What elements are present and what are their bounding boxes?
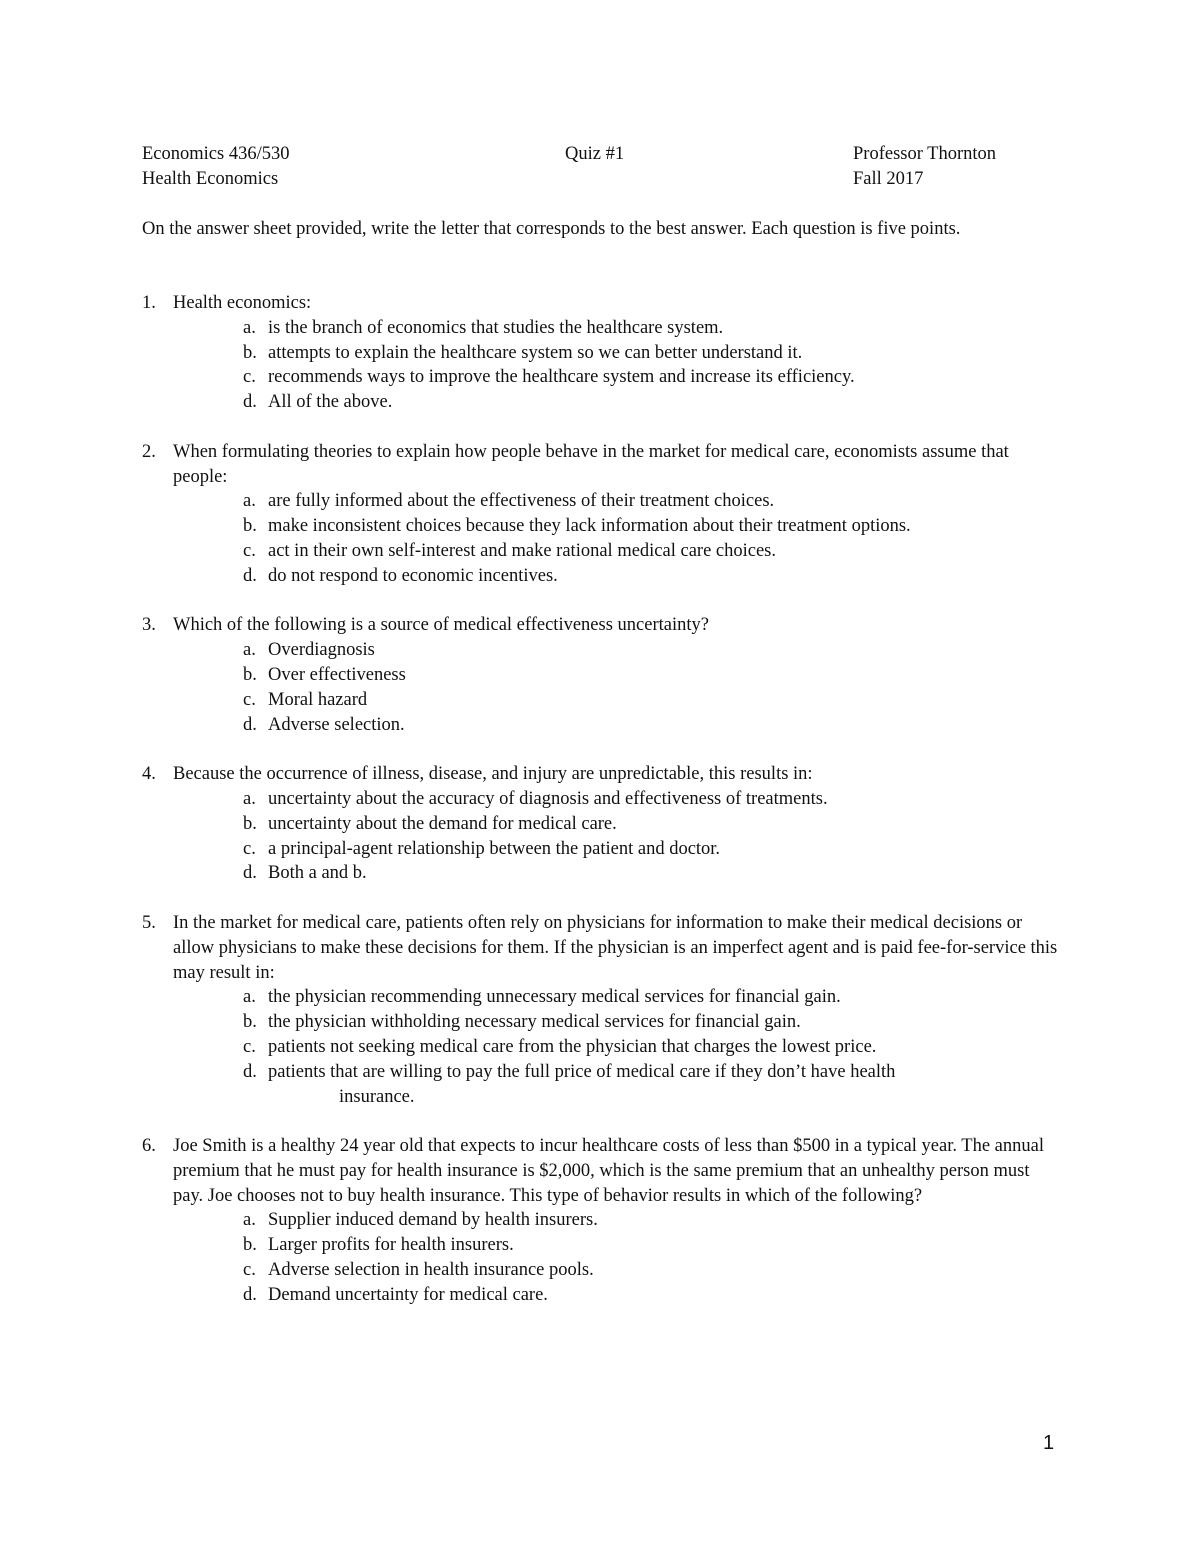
option-c bbox=[173, 1035, 1062, 1060]
option-d bbox=[173, 861, 1062, 886]
question-number: 2. bbox=[142, 441, 156, 462]
option-text: a principal-agent relationship between the patient and doctor. bbox=[268, 838, 721, 859]
option-letter: b. bbox=[243, 516, 257, 537]
question-2 bbox=[142, 440, 1062, 589]
option-c bbox=[173, 837, 1062, 862]
option-a bbox=[173, 1208, 1062, 1233]
option-text: patients not seeking medical care from the physician that charges the lowest price. bbox=[268, 1036, 877, 1057]
question-1 bbox=[142, 291, 1062, 415]
option-text: attempts to explain the healthcare system so we can better understand it. bbox=[268, 342, 803, 363]
option-letter: b. bbox=[243, 813, 257, 834]
option-a bbox=[173, 985, 1062, 1010]
option-letter: a. bbox=[243, 317, 256, 338]
option-d bbox=[173, 390, 1062, 415]
course-title: Health Economics bbox=[142, 168, 279, 189]
option-letter: a. bbox=[243, 987, 256, 1008]
question-number: 3. bbox=[142, 615, 156, 636]
option-text: are fully informed about the effectiveness of their treatment choices. bbox=[268, 491, 775, 512]
question-6 bbox=[142, 1134, 1062, 1308]
option-list bbox=[173, 638, 1062, 737]
option-text: Adverse selection. bbox=[268, 714, 405, 735]
header-row-1 bbox=[142, 142, 1042, 167]
option-b bbox=[173, 1010, 1062, 1035]
option-letter: c. bbox=[243, 1260, 256, 1281]
option-text: uncertainty about the demand for medical care. bbox=[268, 813, 617, 834]
option-text: Both a and b. bbox=[268, 863, 367, 884]
option-c bbox=[173, 539, 1062, 564]
option-list bbox=[173, 985, 1062, 1109]
option-text: Larger profits for health insurers. bbox=[268, 1235, 514, 1256]
term: Fall 2017 bbox=[853, 168, 924, 189]
option-b bbox=[173, 341, 1062, 366]
option-letter: c. bbox=[243, 689, 256, 710]
question-text: In the market for medical care, patients often rely on physicians for information to make their medical decisions or allow physicians to make these decisions for them. If the physician is an imperfect agent and is paid fee-for-service this may result in: bbox=[173, 912, 1058, 983]
option-d bbox=[173, 1060, 1062, 1110]
option-list bbox=[173, 1208, 1062, 1307]
option-text: Adverse selection in health insurance pools. bbox=[268, 1260, 594, 1281]
question-number: 1. bbox=[142, 293, 156, 313]
page-number: 1 bbox=[1043, 1432, 1055, 1454]
instructions: On the answer sheet provided, write the letter that corresponds to the best answer. Each question is five points. bbox=[142, 219, 961, 239]
question-4 bbox=[142, 762, 1062, 886]
option-d bbox=[173, 713, 1062, 738]
option-text: Overdiagnosis bbox=[268, 640, 375, 661]
option-letter: d. bbox=[243, 863, 257, 884]
option-list bbox=[173, 316, 1062, 415]
option-letter: d. bbox=[243, 1284, 257, 1305]
option-text: Moral hazard bbox=[268, 689, 368, 710]
option-text: Demand uncertainty for medical care. bbox=[268, 1284, 548, 1305]
option-letter: d. bbox=[243, 714, 257, 735]
option-b bbox=[173, 514, 1062, 539]
question-text: Health economics: bbox=[173, 293, 312, 313]
professor-name: Professor Thornton bbox=[853, 144, 997, 164]
option-letter: d. bbox=[243, 565, 257, 586]
option-text: patients that are willing to pay the full price of medical care if they don’t have health bbox=[268, 1061, 896, 1082]
option-text: recommends ways to improve the healthcare system and increase its efficiency. bbox=[268, 367, 855, 388]
option-text: Supplier induced demand by health insurers. bbox=[268, 1210, 598, 1231]
option-letter: a. bbox=[243, 1210, 256, 1231]
question-3 bbox=[142, 613, 1062, 737]
option-letter: b. bbox=[243, 342, 257, 363]
option-letter: c. bbox=[243, 367, 256, 388]
option-letter: a. bbox=[243, 788, 256, 809]
option-d bbox=[173, 564, 1062, 589]
option-letter: d. bbox=[243, 392, 257, 413]
option-letter: c. bbox=[243, 838, 256, 859]
option-letter: c. bbox=[243, 540, 256, 561]
question-list bbox=[142, 291, 1062, 1332]
option-list bbox=[173, 489, 1062, 588]
header-row-2 bbox=[142, 167, 1042, 192]
option-text: Over effectiveness bbox=[268, 664, 406, 685]
option-text: uncertainty about the accuracy of diagnosis and effectiveness of treatments. bbox=[268, 788, 828, 809]
option-a bbox=[173, 316, 1062, 341]
option-c bbox=[173, 1258, 1062, 1283]
option-a bbox=[173, 787, 1062, 812]
quiz-title: Quiz #1 bbox=[565, 144, 625, 164]
option-text: act in their own self-interest and make rational medical care choices. bbox=[268, 540, 777, 561]
option-c bbox=[173, 365, 1062, 390]
document-header bbox=[142, 142, 1042, 192]
question-text: Because the occurrence of illness, disease, and injury are unpredictable, this results in: bbox=[173, 764, 813, 785]
option-d bbox=[173, 1283, 1062, 1308]
question-number: 4. bbox=[142, 764, 156, 785]
question-text: Which of the following is a source of medical effectiveness uncertainty? bbox=[173, 615, 709, 636]
option-text: All of the above. bbox=[268, 392, 393, 413]
option-letter: b. bbox=[243, 1012, 257, 1033]
option-list bbox=[173, 787, 1062, 886]
option-text: make inconsistent choices because they lack information about their treatment options. bbox=[268, 516, 911, 537]
option-c bbox=[173, 688, 1062, 713]
option-letter: d. bbox=[243, 1061, 257, 1082]
question-text: When formulating theories to explain how people behave in the market for medical care, economists assume that people: bbox=[173, 441, 1009, 487]
option-a bbox=[173, 638, 1062, 663]
option-letter: b. bbox=[243, 664, 257, 685]
option-text-continuation: insurance. bbox=[339, 1086, 415, 1107]
option-text: is the branch of economics that studies the healthcare system. bbox=[268, 317, 724, 338]
option-letter: b. bbox=[243, 1235, 257, 1256]
option-b bbox=[173, 1233, 1062, 1258]
question-text: Joe Smith is a healthy 24 year old that expects to incur healthcare costs of less than $500 in a typical year. The annual premium that he must pay for health insurance is $2,000, which is the same premium that an unhealthy person must pay. Joe chooses not to buy health insurance. This type of behavior results in which of the following? bbox=[173, 1136, 1044, 1206]
course-number: Economics 436/530 bbox=[142, 144, 290, 164]
option-b bbox=[173, 663, 1062, 688]
question-number: 5. bbox=[142, 912, 156, 933]
option-text: the physician recommending unnecessary medical services for financial gain. bbox=[268, 987, 841, 1008]
option-b bbox=[173, 812, 1062, 837]
option-a bbox=[173, 489, 1062, 514]
option-letter: c. bbox=[243, 1036, 256, 1057]
option-text: the physician withholding necessary medical services for financial gain. bbox=[268, 1012, 801, 1033]
option-letter: a. bbox=[243, 491, 256, 512]
option-text: do not respond to economic incentives. bbox=[268, 565, 558, 586]
question-5 bbox=[142, 911, 1062, 1109]
question-number: 6. bbox=[142, 1136, 156, 1157]
option-letter: a. bbox=[243, 640, 256, 661]
